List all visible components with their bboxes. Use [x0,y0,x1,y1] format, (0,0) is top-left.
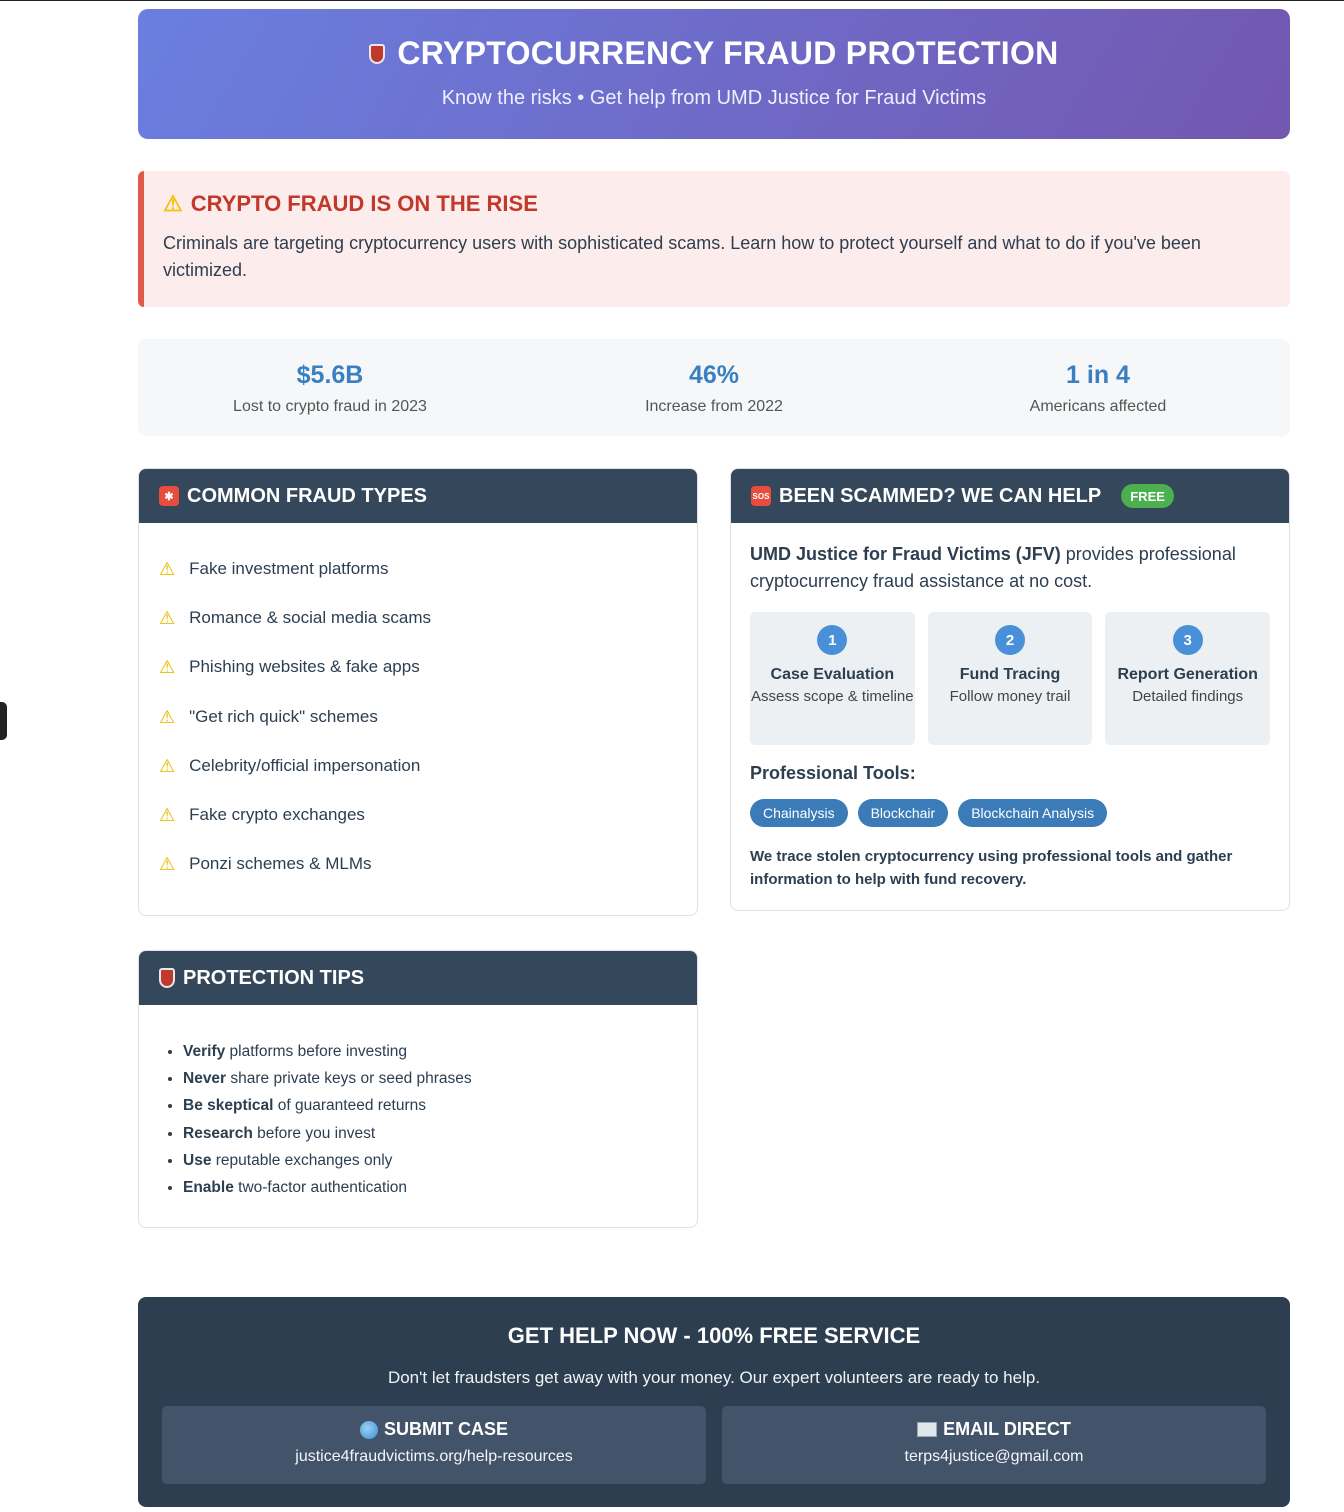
tip-keyword: Never [183,1070,227,1088]
list-item [183,1120,697,1147]
stat-value: 1 in 4 [1066,361,1130,389]
email-link[interactable]: terps4justice@gmail.com [904,1448,1084,1465]
email-direct-title [722,1419,1266,1440]
stat-value: $5.6B [296,361,364,389]
stat-label: Lost to crypto fraud in 2023 [233,398,427,415]
stats-bar [138,339,1290,436]
step-card [1105,612,1270,745]
tip-text: before you invest [252,1124,376,1142]
step-desc: Detailed findings [1132,688,1244,705]
alert-title-row [163,191,1272,217]
fraud-type-label: Fake crypto exchanges [189,804,365,824]
get-help-cta [138,1297,1290,1507]
tips-list [139,1005,697,1201]
help-card [730,468,1290,911]
tool-tag-blockchain-analysis: Blockchain Analysis [958,799,1107,827]
help-title: BEEN SCAMMED? WE CAN HELP [779,484,1102,507]
fraud-type-label: Fake investment platforms [189,559,389,578]
fraud-type-label: Celebrity/official impersonation [189,755,421,775]
stat-item [522,339,906,436]
protection-tips-card [138,950,698,1228]
tip-text: two-factor authentication [233,1179,408,1197]
page-subtitle: Know the risks • Get help from UMD Justice for Fraud Victims [441,87,987,109]
submit-case-link[interactable]: justice4fraudvictims.org/help-resources [295,1448,573,1465]
alert-title: CRYPTO FRAUD IS ON THE RISE [190,191,538,216]
stat-label: Americans affected [1029,398,1167,415]
step-desc: Follow money trail [949,688,1071,705]
stat-item [138,339,522,436]
step-number: 1 [817,625,847,655]
tools-tags [750,799,1270,827]
envelope-icon [917,1422,937,1437]
step-title: Report Generation [1117,666,1258,683]
list-item [159,657,697,706]
help-intro-text: provides professional cryptocurrency fraud assistance at no cost. [750,544,1236,591]
fraud-types-header [139,469,697,523]
step-card [750,612,915,745]
globe-icon [360,1421,378,1439]
stat-label: Increase from 2022 [645,398,783,415]
tip-text: share private keys or seed phrases [226,1070,472,1088]
shield-icon [159,968,175,988]
tool-tag-blockchair: Blockchair [858,799,949,827]
tip-keyword: Research [183,1124,253,1142]
tip-text: reputable exchanges only [211,1151,393,1169]
alert-text: Criminals are targeting cryptocurrency users with sophisticated scams. Learn how to protect yourself and what to do if you've been victimized. [163,233,1201,280]
tips-title: PROTECTION TIPS [183,966,365,989]
submit-case-label: SUBMIT CASE [383,1419,508,1439]
list-item [183,1092,697,1119]
list-item [159,608,697,657]
org-name: UMD Justice for Fraud Victims (JFV) [750,544,1061,564]
cta-title: GET HELP NOW - 100% FREE SERVICE [507,1323,921,1348]
list-item [159,854,697,903]
warning-icon: ⚠ [159,657,176,678]
fraud-type-label: "Get rich quick" schemes [189,706,378,726]
tool-tag-chainalysis: Chainalysis [750,799,848,827]
warning-icon: ⚠ [159,804,176,825]
list-item [159,707,697,756]
submit-case-title [162,1419,706,1440]
cta-actions [138,1406,1290,1484]
list-item [183,1147,697,1174]
page-header [138,9,1290,139]
fraud-types-title: COMMON FRAUD TYPES [187,484,427,507]
help-body [731,523,1289,891]
warning-icon: ⚠ [159,854,176,875]
warning-icon: ⚠ [159,706,176,727]
warning-icon: ⚠ [159,559,176,579]
step-number: 2 [995,625,1025,655]
tip-text: platforms before investing [225,1043,408,1060]
tips-header [139,951,697,1005]
list-item [159,756,697,805]
warning-icon: ⚠ [159,608,176,629]
help-header [731,469,1289,523]
list-item [183,1038,697,1065]
fraud-alert [138,171,1290,307]
step-title: Fund Tracing [959,666,1061,683]
page-title: CRYPTOCURRENCY FRAUD PROTECTION [397,35,1059,71]
tip-text: of guaranteed returns [273,1097,426,1115]
tools-title: Professional Tools: [750,763,916,783]
process-steps [750,612,1270,745]
siren-icon: ✱ [159,486,179,506]
help-intro [750,541,1270,595]
list-item [159,805,697,854]
tip-keyword: Verify [183,1043,226,1060]
side-scroll-tab[interactable] [0,702,7,740]
email-direct-button[interactable] [722,1406,1266,1484]
page-title-row [138,35,1290,72]
stat-item [906,339,1290,436]
fraud-types-card [138,468,698,916]
help-note: We trace stolen cryptocurrency using professional tools and gather information to help with fund recovery. [750,848,1233,888]
list-item [183,1174,697,1201]
fraud-type-label: Ponzi schemes & MLMs [189,854,372,874]
fraud-type-label: Romance & social media scams [189,608,432,628]
fraud-types-list [139,523,697,903]
free-badge: FREE [1121,484,1174,508]
sos-icon: SOS [751,486,771,506]
tip-keyword: Use [183,1151,212,1169]
window-top-border [0,0,1344,1]
tip-keyword: Enable [183,1179,234,1197]
stat-value: 46% [688,361,740,389]
page-container [138,9,1290,436]
fraud-type-label: Phishing websites & fake apps [189,657,420,677]
cta-text: Don't let fraudsters get away with your money. Our expert volunteers are ready to help. [387,1368,1041,1387]
step-card [928,612,1093,745]
submit-case-button[interactable] [162,1406,706,1484]
warning-icon: ⚠ [159,755,176,776]
warning-icon: ⚠ [163,191,183,216]
step-number: 3 [1173,625,1203,655]
step-desc: Assess scope & timeline [751,688,914,705]
shield-icon [369,44,385,64]
list-item [183,1065,697,1092]
list-item [159,559,697,608]
tip-keyword: Be skeptical [183,1097,274,1115]
email-direct-label: EMAIL DIRECT [943,1419,1071,1439]
step-title: Case Evaluation [770,666,895,683]
